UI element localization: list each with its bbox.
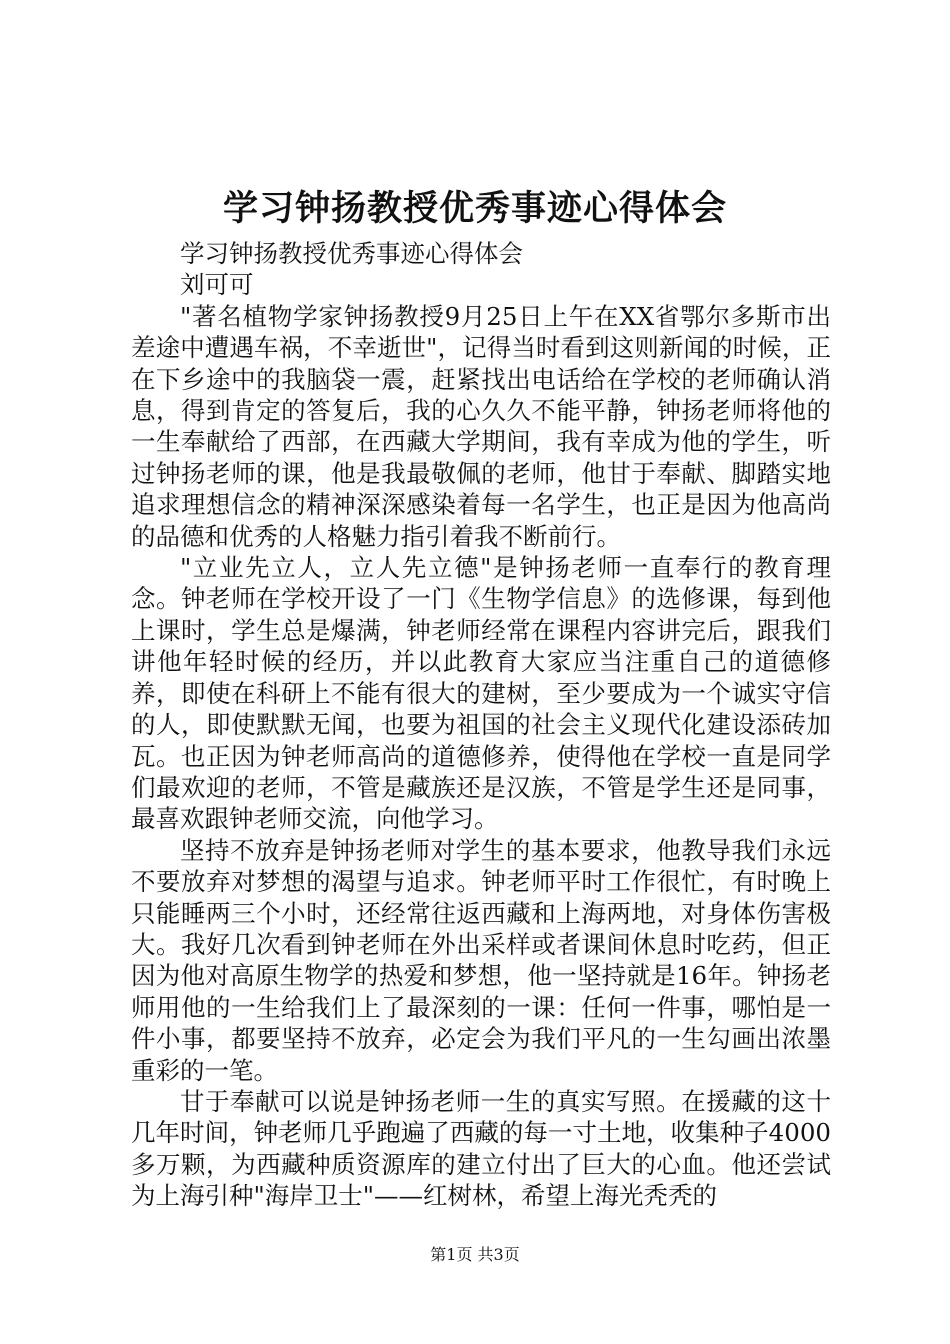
author-line: 刘可可 <box>180 270 254 300</box>
paragraph-2: "立业先立人，立人先立德"是钟扬老师一直奉行的教育理念。钟老师在学校开设了一门《生物学信息》的选修课，每到他上课时，学生总是爆满，钟老师经常在课程内容讲完后，跟我们讲他年轻时候的经历，并以此教育大家应当注重自己的道德修养，即使在科研上不能有很大的建树，至少要成为一个诚实守信的人，即使默默无闻，也要为祖国的社会主义现代化建设添砖加瓦。也正因为钟老师高尚的道德修养，使得他在学校一直是同学们最欢迎的老师，不管是藏族还是汉族，不管是学生还是同事，最喜欢跟钟老师交流，向他学习。 <box>131 553 831 834</box>
document-title: 学习钟扬教授优秀事迹心得体会 <box>222 188 727 229</box>
paragraph-1: "著名植物学家钟扬教授9月25日上午在XX省鄂尔多斯市出差途中遭遇车祸，不幸逝世"，记得当时看到这则新闻的时候，正在下乡途中的我脑袋一震，赶紧找出电话给在学校的老师确认消息，得到肯定的答复后，我的心久久不能平静，钟扬老师将他的一生奉献给了西部，在西藏大学期间，我有幸成为他的学生，听过钟扬老师的课，他是我最敬佩的老师，他甘于奉献、脚踏实地追求理想信念的精神深深感染着每一名学生，也正是因为他高尚的品德和优秀的人格魅力指引着我不断前行。 <box>131 301 831 551</box>
page-footer: 第1页 共3页 <box>430 1245 520 1264</box>
paragraph-3: 坚持不放弃是钟扬老师对学生的基本要求，他教导我们永远不要放弃对梦想的渴望与追求。钟老师平时工作很忙，有时晚上只能睡两三个小时，还经常往返西藏和上海两地，对身体伤害极大。我好几次看到钟老师在外出采样或者课间休息时吃药，但正因为他对高原生物学的热爱和梦想，他一坚持就是16年。钟扬老师用他的一生给我们上了最深刻的一课：任何一件事，哪怕是一件小事，都要坚持不放弃，必定会为我们平凡的一生勾画出浓墨重彩的一笔。 <box>131 835 831 1085</box>
document-body <box>131 238 831 1212</box>
subtitle-line: 学习钟扬教授优秀事迹心得体会 <box>180 239 523 268</box>
paragraph-4: 甘于奉献可以说是钟扬老师一生的真实写照。在援藏的这十几年时间，钟老师几乎跑遍了西藏的每一寸土地，收集种子4000多万颗，为西藏种质资源库的建立付出了巨大的心血。他还尝试为上海引种"海岸卫士"——红树林，希望上海光秃秃的 <box>131 1086 831 1211</box>
